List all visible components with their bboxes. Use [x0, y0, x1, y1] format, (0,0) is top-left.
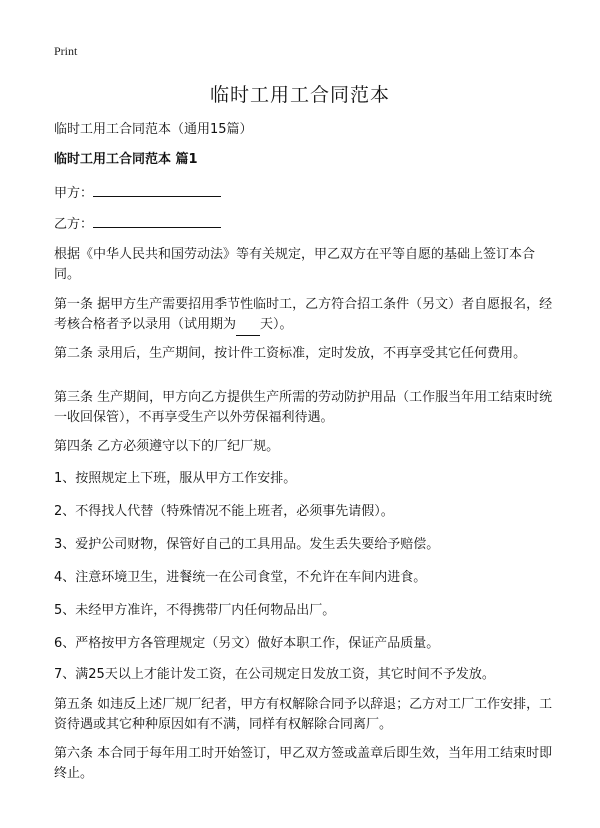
article-3: 第三条 生产期间，甲方向乙方提供生产所需的劳动防护用品（工作服当年用工结束时统一收回保管），不再享受生产以外劳保福利待遇。 — [54, 390, 553, 425]
section-heading: 临时工用工合同范本 篇1 — [54, 152, 198, 167]
page-title: 临时工用工合同范本 — [209, 84, 390, 106]
article-1-end: 天）。 — [260, 317, 293, 332]
party-a-label: 甲方： — [54, 186, 94, 201]
rule-item: 7、满25天以上才能计发工资，在公司规定日发放工资，其它时间不予发放。 — [54, 667, 495, 682]
party-a-blank — [93, 182, 221, 197]
rule-item: 2、不得找人代替（特殊情况不能上班者，必须事先请假）。 — [54, 504, 394, 519]
rule-item: 3、爱护公司财物，保管好自己的工具用品。发生丢失要给予赔偿。 — [54, 537, 440, 552]
article-1 — [54, 295, 554, 336]
probation-blank — [236, 315, 260, 336]
article-1-text: 第一条 据甲方生产需要招用季节性临时工，乙方符合招工条件（另文）者自愿报名，经考核合格者予以录用（试用期为 — [54, 297, 553, 332]
rule-item: 4、注意环境卫生，进餐统一在公司食堂，不允许在车间内进食。 — [54, 570, 427, 585]
party-b-blank — [93, 213, 221, 228]
rule-item: 6、严格按甲方各管理规定（另文）做好本职工作，保证产品质量。 — [54, 636, 440, 651]
rule-item: 5、未经甲方准许，不得携带厂内任何物品出厂。 — [54, 603, 336, 618]
article-6: 第六条 本合同于每年用工时开始签订，甲乙双方签或盖章后即生效，当年用工结束时即终止。 — [54, 746, 553, 781]
document-subtitle: 临时工用工合同范本（通用15篇） — [54, 122, 253, 137]
party-b-line — [54, 213, 554, 235]
rule-item: 1、按照规定上下班，服从甲方工作安排。 — [54, 471, 297, 486]
party-a-line — [54, 182, 554, 204]
intro-paragraph: 根据《中华人民共和国劳动法》等有关规定，甲乙双方在平等自愿的基础上签订本合同。 — [54, 247, 536, 282]
print-link[interactable]: Print — [54, 44, 78, 58]
party-b-label: 乙方： — [54, 217, 94, 232]
article-5: 第五条 如违反上述厂规厂纪者，甲方有权解除合同予以辞退；乙方对工厂工作安排，工资待遇或其它种种原因如有不满，同样有权解除合同离厂。 — [54, 697, 553, 732]
article-2: 第二条 录用后，生产期间，按计件工资标准，定时发放，不再享受其它任何费用。 — [54, 346, 527, 361]
article-4: 第四条 乙方必须遵守以下的厂纪厂规。 — [54, 439, 280, 454]
